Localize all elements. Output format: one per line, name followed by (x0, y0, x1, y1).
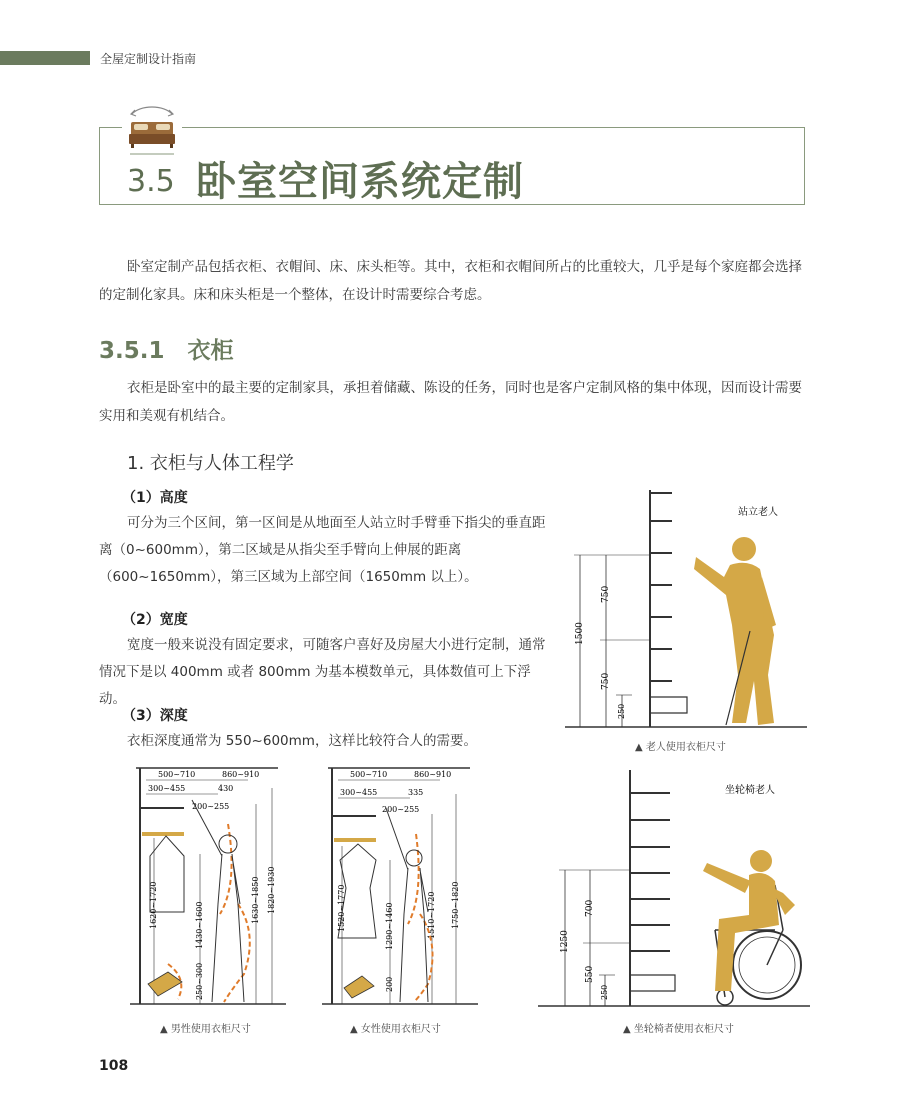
dim-text: 1290~1460 (385, 902, 394, 950)
caption-elderly: ▲ 老人使用衣柜尺寸 (635, 742, 726, 753)
section-title: 3.5.1 衣柜 (99, 338, 234, 364)
figure-elderly-standing (562, 485, 812, 730)
chapter-title: 卧室空间系统定制 (196, 159, 524, 205)
dim-text: 300~455 (148, 784, 186, 793)
dim-text: 200~255 (382, 805, 420, 814)
figure-female-wardrobe (320, 764, 480, 1014)
dim-text: 300~455 (340, 788, 378, 797)
elderly-person-figure (694, 537, 776, 725)
dim-text: 860~910 (222, 770, 260, 779)
dim-text: 1250 (560, 930, 570, 953)
dim-text: 1820~1930 (267, 866, 276, 914)
item-height-text: 可分为三个区间，第一区间是从地面至人站立时手臂垂下指尖的垂直距离（0~600mm），第二区域是从指尖至手臂向上伸展的距离（600~1650mm），第三区域为上部空间（1650mm 以上）。 (99, 515, 546, 585)
running-title: 全屋定制设计指南 (100, 52, 197, 66)
dim-text: 1630~1850 (251, 876, 260, 924)
caption-male: ▲ 男性使用衣柜尺寸 (160, 1024, 251, 1035)
bed-icon (122, 100, 182, 160)
caption-female: ▲ 女性使用衣柜尺寸 (350, 1024, 441, 1035)
item-depth-title: （3）深度 (122, 708, 188, 724)
header-bar (0, 51, 90, 65)
item-width-text: 宽度一般来说没有固定要求，可随客户喜好及房屋大小进行定制，通常情况下是以 400mm 或者 800mm 为基本模数单元，具体数值可上下浮动。 (99, 637, 546, 707)
section-paragraph: 衣柜是卧室中的最主要的定制家具，承担着储藏、陈设的任务，同时也是客户定制风格的集中体现，因而设计需要实用和美观有机结合。 (99, 380, 802, 424)
dim-text: 250 (600, 984, 609, 1000)
dim-text: 200 (385, 976, 394, 992)
dim-text: 500~710 (350, 770, 388, 779)
figure-label: 站立老人 (738, 507, 778, 518)
dim-text: 1520~1770 (337, 884, 346, 932)
dim-text: 700 (585, 899, 595, 917)
item-depth-text: 衣柜深度通常为 550~600mm，这样比较符合人的需要。 (127, 733, 477, 749)
figure-label: 坐轮椅老人 (725, 785, 775, 796)
dim-text: 1510~1720 (427, 891, 436, 939)
subsection-title: 1. 衣柜与人体工程学 (127, 453, 294, 474)
dim-text: 250 (617, 703, 626, 719)
figure-wheelchair (535, 765, 815, 1010)
dim-text: 1500 (575, 622, 585, 645)
dim-text: 550 (585, 965, 595, 983)
item-width-title: （2）宽度 (122, 612, 188, 628)
item-height-title: （1）高度 (122, 490, 188, 506)
dim-text: 750 (601, 672, 611, 690)
chapter-number: 3.5 (127, 164, 175, 199)
intro-paragraph: 卧室定制产品包括衣柜、衣帽间、床、床头柜等。其中，衣柜和衣帽间所占的比重较大，几乎是每个家庭都会选择的定制化家具。床和床头柜是一个整体，在设计时需要综合考虑。 (99, 259, 802, 303)
caption-wheelchair: ▲ 坐轮椅者使用衣柜尺寸 (623, 1024, 734, 1035)
dim-text: 860~910 (414, 770, 452, 779)
dim-text: 430 (218, 784, 234, 793)
dim-text: 1750~1820 (451, 881, 460, 929)
dim-text: 200~255 (192, 802, 230, 811)
dim-text: 250~300 (195, 962, 204, 1000)
page-number: 108 (99, 1058, 129, 1074)
figure-male-wardrobe (128, 764, 288, 1014)
dim-text: 1430~1600 (195, 901, 204, 949)
dim-text: 750 (601, 585, 611, 603)
dim-text: 500~710 (158, 770, 196, 779)
dim-text: 335 (408, 788, 424, 797)
dim-text: 1620~1720 (149, 881, 158, 929)
